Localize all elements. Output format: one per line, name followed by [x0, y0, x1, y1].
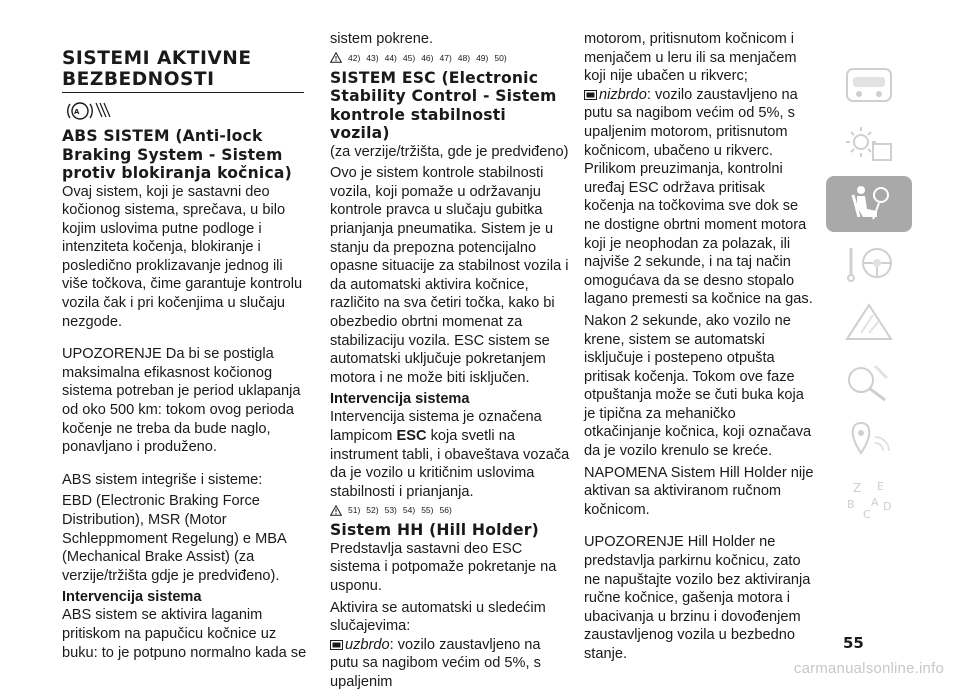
abs-intervention-paragraph: ABS sistem se aktivira laganim pritiskom na papučicu kočnice uz buku: to je potpuno normalno kada se — [62, 607, 307, 661]
svg-text:B: B — [847, 498, 855, 511]
ref-item[interactable]: 54) — [402, 505, 416, 516]
gps-media-icon — [839, 417, 899, 463]
esc-text-b: koja svetli na instrument tabli, i obaveštava vozača da je vozilo u kritičnim uslovima stabilnosti i prianjanja. — [330, 427, 570, 500]
bullet-marker-icon — [584, 90, 597, 100]
ref-item[interactable]: 42) — [348, 52, 361, 63]
chapter-maintenance[interactable] — [826, 353, 912, 409]
watermark: carmanualsonline.info — [793, 660, 944, 677]
wrench-service-icon — [839, 358, 899, 404]
warning-triangle-icon — [330, 52, 342, 63]
continued-bullet-text: motorom, pritisnutom kočnicom i menjačem u leru ili sa menjačem koji nije ubačen u rikverc; — [584, 31, 797, 85]
chapter-lights[interactable] — [826, 117, 912, 173]
hill-holder-heading: Sistem HH (Hill Holder) — [330, 521, 540, 540]
hill-holder-paragraph-1: Predstavlja sastavni deo ESC sistema i potpomaže pokretanje na usponu. — [330, 540, 557, 594]
bullet-uphill-text: : vozilo zaustavljeno na putu sa nagibom većim od 5%, s upaljenim — [330, 636, 541, 690]
ref-item[interactable]: 55) — [421, 505, 434, 516]
alphabet-index-icon — [839, 476, 899, 522]
ref-item[interactable]: 53) — [384, 505, 397, 516]
chapter-index[interactable] — [826, 471, 912, 527]
ref-item[interactable]: 52) — [366, 505, 379, 516]
column-2 — [330, 30, 570, 692]
svg-text:E: E — [877, 480, 884, 493]
bullet-marker-icon — [330, 640, 343, 650]
section-title: SISTEMI AKTIVNE BEZBEDNOSTI — [62, 48, 252, 90]
hill-holder-note: NAPOMENA Sistem Hill Holder nije aktivan sa aktiviranom ručnom kočnicom. — [584, 464, 814, 518]
reference-list-2 — [330, 503, 570, 517]
bullet-downhill — [584, 86, 816, 309]
esc-paragraph: Ovo je sistem kontrole stabilnosti vozila, koji pomaže u održavanju kontrole pravca u slučaju gubitka prianjanja pneumatika. Sistem je u stanju da prepozna potencijalno opasne situacije za stabilnost vozila i da automatski aktivira kočnice, različito na sva četiri točka, kako bi obezbedio obrtni momenat za stabilizaciju vozila. ESC sistem se automatski uključuje pokretanjem motora i ne može biti isključen. — [330, 165, 569, 386]
column-3 — [584, 30, 816, 664]
ref-item[interactable]: 46) — [421, 52, 434, 63]
warning-road-icon — [839, 299, 899, 345]
seat-airbag-icon — [839, 181, 899, 227]
bullet-uphill-term: uzbrdo — [345, 636, 390, 653]
chapter-emergency[interactable] — [826, 294, 912, 350]
hill-holder-release-paragraph: Nakon 2 sekunde, ako vozilo ne krene, sistem se automatski isključuje i postepeno otpušta pritisak kočenja. Tokom ove faze otpuštanja može se čuti buka koja je tipična za mehaničko otkačinjanje kočnica, koji označava da je vozilo krenulo se kreće. — [584, 312, 812, 460]
svg-text:A: A — [871, 496, 879, 509]
car-dashboard-icon — [839, 63, 899, 109]
abs-heading: ABS SISTEM (Anti-lock Braking System - Sistem protiv blokiranja kočnica) — [62, 127, 292, 182]
svg-text:D: D — [883, 500, 892, 513]
abs-integrates-line: ABS sistem integriše i sisteme: — [62, 471, 263, 488]
bullet-downhill-text: : vozilo zaustavljeno na putu sa nagibom većim od 5%, s upaljenim motorom, pritisnutom kočnicom, ubačeno u rikverc. Prilikom preuzimanja, kontrolni uređaj ESC održava pritisak kočenja na točkovima sve dok se ne dostigne obrtni moment motora koji je neophodan za polazak, ili najviše 2 sekunde, i na taj način omogućava da se desno stopalo lagano premesti sa kočnice na gas. — [584, 86, 813, 308]
chapter-multimedia[interactable] — [826, 412, 912, 468]
continued-text: sistem pokrene. — [330, 31, 434, 47]
column-1 — [62, 48, 308, 662]
chapter-sidebar — [826, 58, 914, 530]
esc-heading: SISTEM ESC (Electronic Stability Control - Sistem kontrole stabilnosti vozila) — [330, 68, 557, 143]
chapter-starting-driving[interactable] — [826, 235, 912, 291]
svg-text:A: A — [74, 108, 80, 116]
esc-intervention-paragraph — [330, 408, 570, 501]
hill-holder-warning: UPOZORENJE Hill Holder ne predstavlja parkirnu kočnicu, zato ne napuštajte vozilo bez aktiviranja ručne kočnice, gašenja motora i ubacivanja u brzinu i dovođenjem zaustavljenog vozila u bezbedno stanje. — [584, 534, 811, 662]
ref-item[interactable]: 43) — [366, 52, 379, 63]
page-number: 55 — [843, 634, 864, 652]
svg-text:C: C — [863, 508, 871, 521]
ref-item[interactable]: 51) — [348, 505, 361, 516]
key-steering-icon — [839, 240, 899, 286]
bullet-downhill-term: nizbrdo — [599, 86, 647, 103]
esc-lamp-label: ESC — [396, 427, 427, 444]
ref-item[interactable]: 44) — [384, 52, 397, 63]
abs-warning-paragraph: UPOZORENJE Da bi se postigla maksimalna efikasnost kočionog sistema potreban je period uklapanja od oko 500 km: tokom ovog perioda kočenje ne treba da bude naglo, ponavljano i produženo. — [62, 346, 301, 456]
ref-item[interactable]: 48) — [457, 52, 471, 63]
hill-holder-paragraph-2: Aktivira se automatski u sledećim slučajevima: — [330, 599, 546, 635]
warning-triangle-icon — [330, 505, 342, 516]
abs-systems-paragraph: EBD (Electronic Braking Force Distribution), MSR (Motor Schleppmoment Regelung) e MBA (Mechanical Brake Assist) (za verzije/tržišta gdje je predviđeno). — [62, 493, 286, 584]
abs-warning-icon — [62, 99, 114, 121]
reference-list-1 — [330, 51, 570, 65]
esc-intervention-heading: Intervencija sistema — [330, 391, 470, 408]
ref-item[interactable]: 47) — [439, 52, 452, 63]
ref-item[interactable]: 56) — [439, 505, 452, 516]
sun-lights-icon — [839, 122, 899, 168]
ref-item[interactable]: 45) — [402, 52, 416, 63]
ref-item[interactable]: 50) — [494, 52, 507, 63]
esc-note: (za verzije/tržišta, gde je predviđeno) — [330, 143, 569, 160]
abs-paragraph-1: Ovaj sistem, koji je sastavni deo kočionog sistema, sprečava, u bilo kojim uslovima putne podloge i intenziteta kočenja, blokiranje i posledično proklizavanje jednog ili više točkova, čime garantuje kontrolu vozila čak i pri kočenjima u slučaju nezgode. — [62, 183, 303, 330]
svg-text:Z: Z — [853, 481, 862, 495]
ref-item[interactable]: 49) — [476, 52, 489, 63]
intervention-heading: Intervencija sistema — [62, 589, 202, 606]
title-underline — [62, 92, 304, 93]
chapter-safety[interactable] — [826, 176, 912, 232]
chapter-car-dashboard[interactable] — [826, 58, 912, 114]
esc-text-a: Intervencija sistema je označena lampicom — [330, 409, 542, 444]
bullet-uphill — [330, 636, 570, 692]
